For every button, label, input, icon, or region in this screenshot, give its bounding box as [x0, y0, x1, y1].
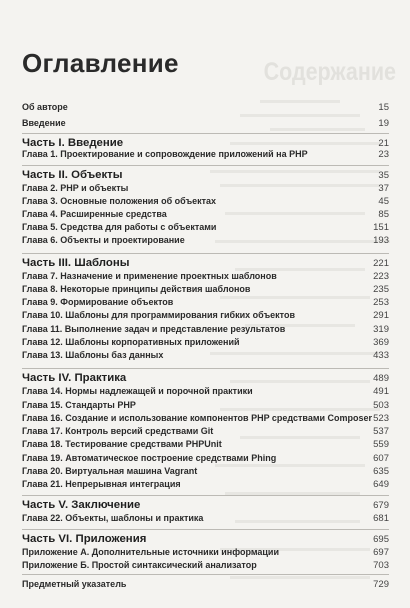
toc-page-number: 35: [378, 170, 389, 181]
toc-entry-label: Глава 9. Формирование объектов: [22, 297, 174, 307]
section-separator: [22, 495, 389, 496]
toc-entry-label: Глава 5. Средства для работы с объектами: [22, 222, 217, 232]
toc-entry: [22, 118, 389, 129]
toc-page-number: 221: [373, 258, 389, 269]
toc-page-number: 679: [373, 500, 389, 511]
toc-page-number: 21: [378, 138, 389, 149]
toc-page-number: 433: [373, 350, 389, 361]
toc-page-number: 695: [373, 534, 389, 545]
toc-page-number: 19: [378, 118, 389, 129]
toc-entry: [22, 513, 389, 524]
toc-entry: [22, 222, 389, 233]
toc-entry-label: Глава 3. Основные положения об объектах: [22, 196, 217, 206]
toc-page-number: 23: [378, 149, 389, 160]
toc-page-number: 223: [373, 271, 389, 282]
toc-entry-label: Глава 16. Создание и использование компонентов PHP средствами Composer: [22, 413, 373, 423]
toc-entry: [22, 386, 389, 397]
page-title: Оглавление: [22, 48, 179, 78]
toc-page-number: 369: [373, 337, 389, 348]
section-separator: [22, 165, 389, 166]
toc-entry-label: Глава 21. Непрерывная интеграция: [22, 479, 181, 489]
toc-entry: [22, 310, 389, 321]
toc-entry-label: Глава 20. Виртуальная машина Vagrant: [22, 466, 198, 476]
toc-entry-label: Глава 13. Шаблоны баз данных: [22, 350, 164, 360]
toc-part-heading: [22, 257, 389, 269]
toc-page-number: 491: [373, 386, 389, 397]
toc-page-number: 537: [373, 426, 389, 437]
section-separator: [22, 253, 389, 254]
toc-entry-label: Глава 14. Нормы надлежащей и порочной практики: [22, 386, 253, 396]
toc-entry-label: Часть I. Введение: [22, 137, 124, 149]
toc-page-number: 559: [373, 439, 389, 450]
toc-entry-label: Глава 19. Автоматическое построение средствами Phing: [22, 453, 277, 463]
toc-entry: [22, 337, 389, 348]
toc-entry-label: Введение: [22, 118, 66, 128]
toc-entry-label: Часть IV. Практика: [22, 372, 127, 384]
toc-page-number: 235: [373, 284, 389, 295]
toc-page-number: 681: [373, 513, 389, 524]
toc-entry-label: Часть V. Заключение: [22, 499, 141, 511]
section-separator: [22, 133, 389, 134]
toc-entry: [22, 547, 389, 558]
toc-entry-label: Приложение А. Дополнительные источники информации: [22, 547, 280, 557]
toc-entry: [22, 149, 389, 160]
toc-entry: [22, 400, 389, 411]
toc-entry-label: Глава 1. Проектирование и сопровождение приложений на PHP: [22, 149, 308, 159]
toc-page-number: 703: [373, 560, 389, 571]
toc-part-heading: [22, 372, 389, 384]
toc-entry: [22, 466, 389, 477]
toc-entry-label: Глава 2. PHP и объекты: [22, 183, 129, 193]
toc-entry: [22, 284, 389, 295]
section-separator: [22, 574, 389, 575]
toc-entry: [22, 196, 389, 207]
toc-page-number: 607: [373, 453, 389, 464]
toc-page-number: 503: [373, 400, 389, 411]
toc-entry: [22, 271, 389, 282]
toc-entry-label: Глава 17. Контроль версий средствами Git: [22, 426, 214, 436]
toc-entry: [22, 209, 389, 220]
toc-page-number: 45: [378, 196, 389, 207]
toc-entry-label: Приложение Б. Простой синтаксический анализатор: [22, 560, 257, 570]
toc-entry-label: Глава 22. Объекты, шаблоны и практика: [22, 513, 204, 523]
toc-entry: [22, 102, 389, 113]
toc-entry-label: Глава 18. Тестирование средствами PHPUnit: [22, 439, 222, 449]
toc-entry: [22, 560, 389, 571]
toc-page-number: 85: [378, 209, 389, 220]
toc-entry-label: Глава 11. Выполнение задач и представление результатов: [22, 324, 286, 334]
toc-entry-label: Часть III. Шаблоны: [22, 257, 130, 269]
toc-entry: [22, 350, 389, 361]
toc-page-number: 319: [373, 324, 389, 335]
toc-entry: [22, 453, 389, 464]
toc-page-number: 15: [378, 102, 389, 113]
toc-entry-label: Предметный указатель: [22, 579, 127, 589]
toc-entry-label: Глава 7. Назначение и применение проектных шаблонов: [22, 271, 277, 281]
toc-part-heading: [22, 533, 389, 545]
toc-entry-label: Глава 8. Некоторые принципы действия шаблонов: [22, 284, 251, 294]
toc-page-number: 729: [373, 579, 389, 590]
toc-entry-label: Глава 6. Объекты и проектирование: [22, 235, 185, 245]
toc-entry-label: Глава 12. Шаблоны корпоративных приложений: [22, 337, 240, 347]
toc-entry: [22, 426, 389, 437]
toc-entry: [22, 324, 389, 335]
toc-entry-label: Часть VI. Приложения: [22, 533, 147, 545]
toc-entry-label: Часть II. Объекты: [22, 169, 123, 181]
toc-entry: [22, 479, 389, 490]
toc-page-number: 697: [373, 547, 389, 558]
toc-page-number: 193: [373, 235, 389, 246]
toc-page-number: 291: [373, 310, 389, 321]
toc-part-heading: [22, 169, 389, 181]
toc-entry-label: Глава 4. Расширенные средства: [22, 209, 167, 219]
toc-entry-label: Об авторе: [22, 102, 68, 112]
toc-part-heading: [22, 137, 389, 149]
toc-page-number: 151: [373, 222, 389, 233]
toc-page-number: 523: [373, 413, 389, 424]
toc-entry: [22, 439, 389, 450]
toc-page-number: 635: [373, 466, 389, 477]
toc-page-number: 37: [378, 183, 389, 194]
toc-page-number: 489: [373, 373, 389, 384]
toc-page-number: 649: [373, 479, 389, 490]
toc-entry-label: Глава 15. Стандарты PHP: [22, 400, 136, 410]
background-watermark: Содержание: [263, 58, 396, 86]
toc-part-heading: [22, 499, 389, 511]
toc-entry: [22, 579, 389, 590]
toc-entry: [22, 297, 389, 308]
toc-entry: [22, 235, 389, 246]
toc-entry-label: Глава 10. Шаблоны для программирования гибких объектов: [22, 310, 295, 320]
toc-entry: [22, 413, 389, 424]
section-separator: [22, 529, 389, 530]
toc-page-number: 253: [373, 297, 389, 308]
section-separator: [22, 368, 389, 369]
toc-entry: [22, 183, 389, 194]
